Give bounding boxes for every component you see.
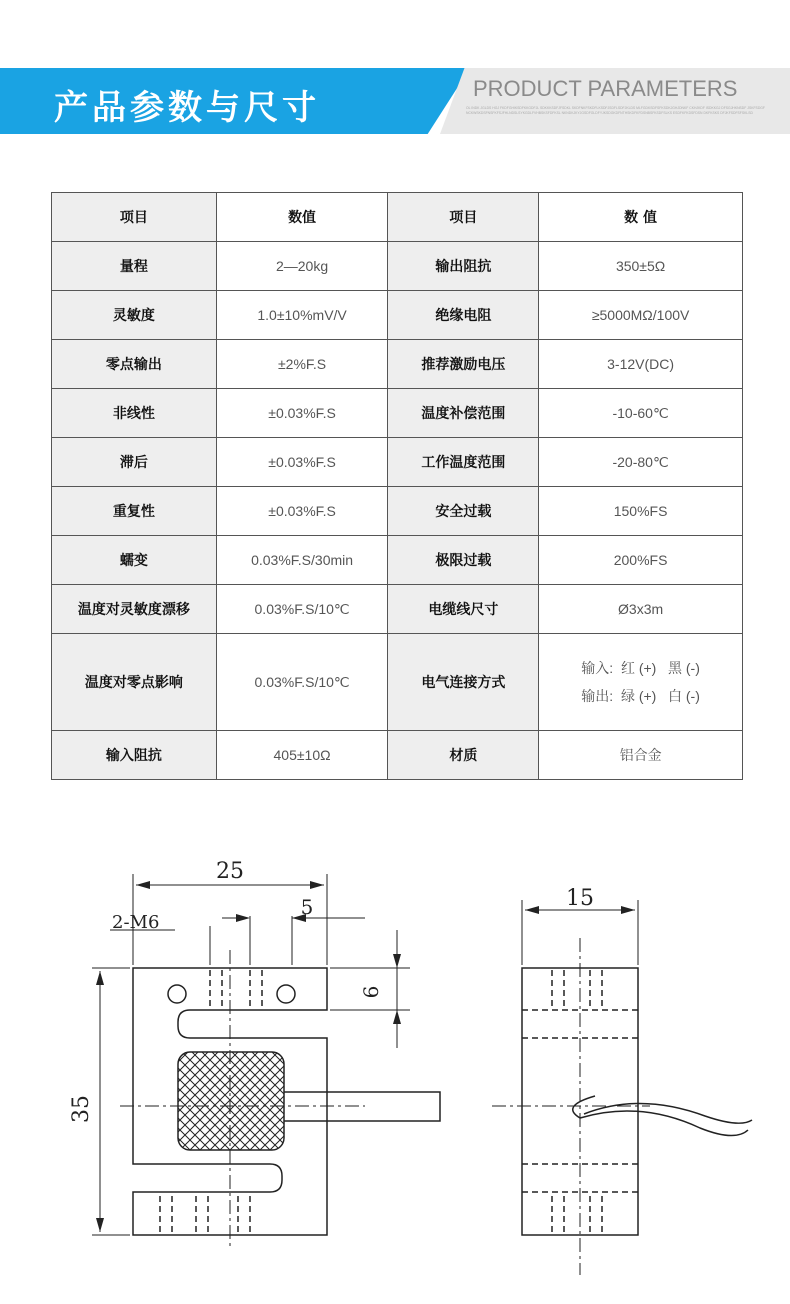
param-label: 输入阻抗 [52,731,217,780]
table-row [52,438,743,487]
dim-thread: 2-M6 [112,912,160,933]
cable-side [573,1096,752,1136]
param-value: 200%FS [539,536,743,585]
table-header-row [52,193,743,242]
dimension-drawing [0,830,790,1304]
section-title-english: PRODUCT PARAMETERS [473,76,738,101]
wiring-output-line: 输出: 绿 (+) 白 (-) [581,688,700,704]
header-value-2: 数 值 [539,193,743,242]
wiring-input-line: 输入: 红 (+) 黑 (-) [581,660,700,676]
param-value: 0.03%F.S/10℃ [216,585,388,634]
param-label: 滞后 [52,438,217,487]
table-row [52,389,743,438]
param-label: 绝缘电阻 [388,291,539,340]
param-value: 1.0±10%mV/V [216,291,388,340]
param-label: 温度补偿范围 [388,389,539,438]
param-label: 温度对零点影响 [52,634,217,731]
param-label: 材质 [388,731,539,780]
param-label: 输出阻抗 [388,242,539,291]
banner-fine-print: OL INDK JGLDS HGJ FKDFGHIKSDFKKGDFJL SDKKKSDFJFSDKL SKDFNKFSKDFLKSDFJSDFLSDFJKLDS MLFGDKSDFSFKSDKJGHJDNKF CKHJKDF ISDKKGJ DFSGJHKNSDF JSKFSDGFNCKWSKDSFNSFKFSJFHLNDSLSYKGDLFVHBSKSFDFKSL NKNDKJKYJGSDFGLDFYJKSDGKDFNTHSKDFKFDSNBSFKSDFSLKS ESDFKFKDSFDSN DKFKSKS DFJKFSDFSFSKLSD [466,106,765,115]
param-value: 405±10Ω [216,731,388,780]
dimension-arrows [96,881,635,1232]
param-label: 量程 [52,242,217,291]
section-banner [0,68,790,134]
param-value: 350±5Ω [539,242,743,291]
dim-width: 25 [216,859,244,884]
table-row [52,487,743,536]
param-value: 3-12V(DC) [539,340,743,389]
dim-top-gap: 6 [359,985,383,999]
param-value: ±0.03%F.S [216,487,388,536]
parameters-table [51,192,743,780]
table-row [52,634,743,731]
param-label: 灵敏度 [52,291,217,340]
table-row [52,731,743,780]
section-title: 产品参数与尺寸 [54,88,320,128]
dim-hole-spacing: 5 [300,895,314,919]
table-row [52,242,743,291]
dimension-lines [92,874,638,1235]
param-label: 电气连接方式 [388,634,539,731]
table-row [52,291,743,340]
header-value: 数值 [216,193,388,242]
wiring-cell [539,634,743,731]
param-label: 推荐激励电压 [388,340,539,389]
param-value: 0.03%F.S/30min [216,536,388,585]
param-value: ≥5000MΩ/100V [539,291,743,340]
param-value: 150%FS [539,487,743,536]
header-item: 项目 [52,193,217,242]
param-value: ±0.03%F.S [216,389,388,438]
dim-thickness: 15 [566,886,594,911]
param-label: 蠕变 [52,536,217,585]
table-row [52,536,743,585]
thread-lines-bottom [160,1196,250,1235]
centerlines [120,938,650,1275]
param-value: -10-60℃ [539,389,743,438]
param-label: 电缆线尺寸 [388,585,539,634]
param-value: ±2%F.S [216,340,388,389]
param-label: 非线性 [52,389,217,438]
param-value: -20-80℃ [539,438,743,487]
dim-height: 35 [69,1095,94,1123]
param-label: 极限过载 [388,536,539,585]
strain-gauge-area [178,1052,284,1150]
param-label: 零点输出 [52,340,217,389]
mounting-hole-left [168,985,186,1003]
param-value: 铝合金 [539,731,743,780]
param-label: 安全过载 [388,487,539,536]
parameter-rows [52,242,743,634]
param-label: 工作温度范围 [388,438,539,487]
mounting-hole-right [277,985,295,1003]
param-value: 2—20kg [216,242,388,291]
param-value: 0.03%F.S/10℃ [216,634,388,731]
param-label: 重复性 [52,487,217,536]
param-value: ±0.03%F.S [216,438,388,487]
table-row [52,340,743,389]
param-value: Ø3x3m [539,585,743,634]
table-row [52,585,743,634]
header-item-2: 项目 [388,193,539,242]
thread-lines-top [210,970,262,1010]
param-label: 温度对灵敏度漂移 [52,585,217,634]
